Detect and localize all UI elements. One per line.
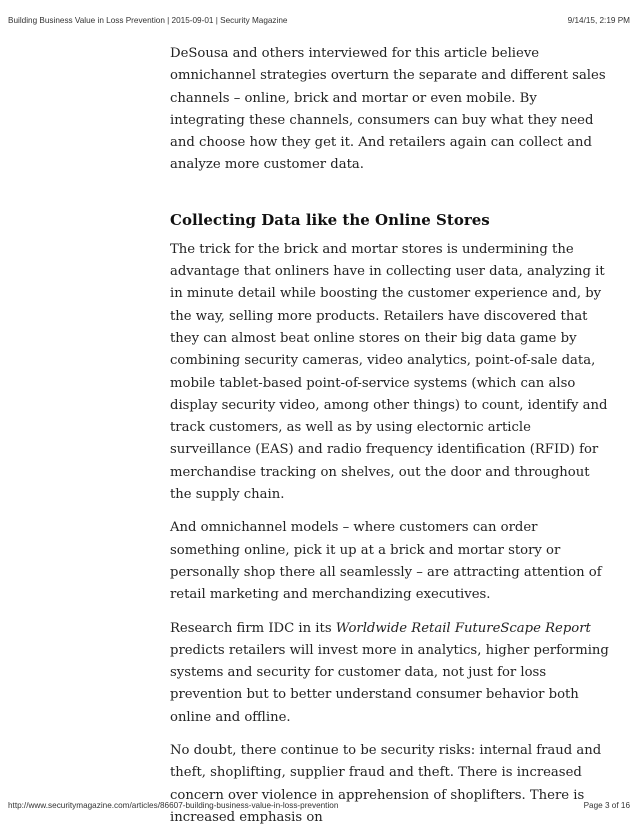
paragraph-brick-and-mortar: The trick for the brick and mortar stores is undermining the advantage that onliners have in collecting user data, analyzing it in minute detail while boosting the customer experience and, by the way, selling more products. Retailers have discovered that they can almost beat online stores on their big data game by combining security cameras, video analytics, point-of-sale data, mobile tablet-based point-of-service systems (which can also display security video, among other things) to count, identify and track customers, as well as by using electornic article surveillance (EAS) and radio frequency identification (RFID) for merchandise tracking on shelves, out the door and throughout the supply chain. — [170, 241, 608, 503]
paragraph-security-risks: No doubt, there continue to be security risks: internal fraud and theft, shoplifting, supplier fraud and theft. There is increased concern over violence in apprehension of shoplifters. There is increased emphasis on — [170, 743, 602, 825]
page-number: Page 3 of 16 — [583, 801, 630, 810]
print-header — [8, 16, 630, 25]
print-footer — [8, 801, 630, 810]
paragraph-idc-report — [170, 618, 610, 729]
idc-text-start: Research firm IDC in its — [170, 620, 336, 636]
print-datetime: 9/14/15, 2:19 PM — [567, 16, 630, 25]
page-title: Building Business Value in Loss Prevention | 2015-09-01 | Security Magazine — [8, 16, 288, 25]
article-body — [170, 43, 610, 840]
report-title: Worldwide Retail FutureScape Report — [335, 620, 591, 636]
paragraph-omnichannel-models: And omnichannel models – where customers can order something online, pick it up at a brick and mortar story or personally shop there all seamlessly – are attracting attention of retail marketing and merchandizing executives. — [170, 520, 602, 603]
paragraph-omnichannel: DeSousa and others interviewed for this article believe omnichannel strategies overturn the separate and different sales channels – online, brick and mortar or even mobile. By integrating these channels, consumers can buy what they need and choose how they get it. And retailers again can collect and analyze more customer data. — [170, 46, 606, 173]
section-heading: Collecting Data like the Online Stores — [170, 210, 490, 229]
page-url: http://www.securitymagazine.com/articles/86607-building-business-value-in-loss-prevention — [8, 801, 339, 810]
idc-text-end: predicts retailers will invest more in analytics, higher performing systems and security for customer data, not just for loss prevention but to better understand consumer behavior both online and offline. — [170, 642, 609, 725]
